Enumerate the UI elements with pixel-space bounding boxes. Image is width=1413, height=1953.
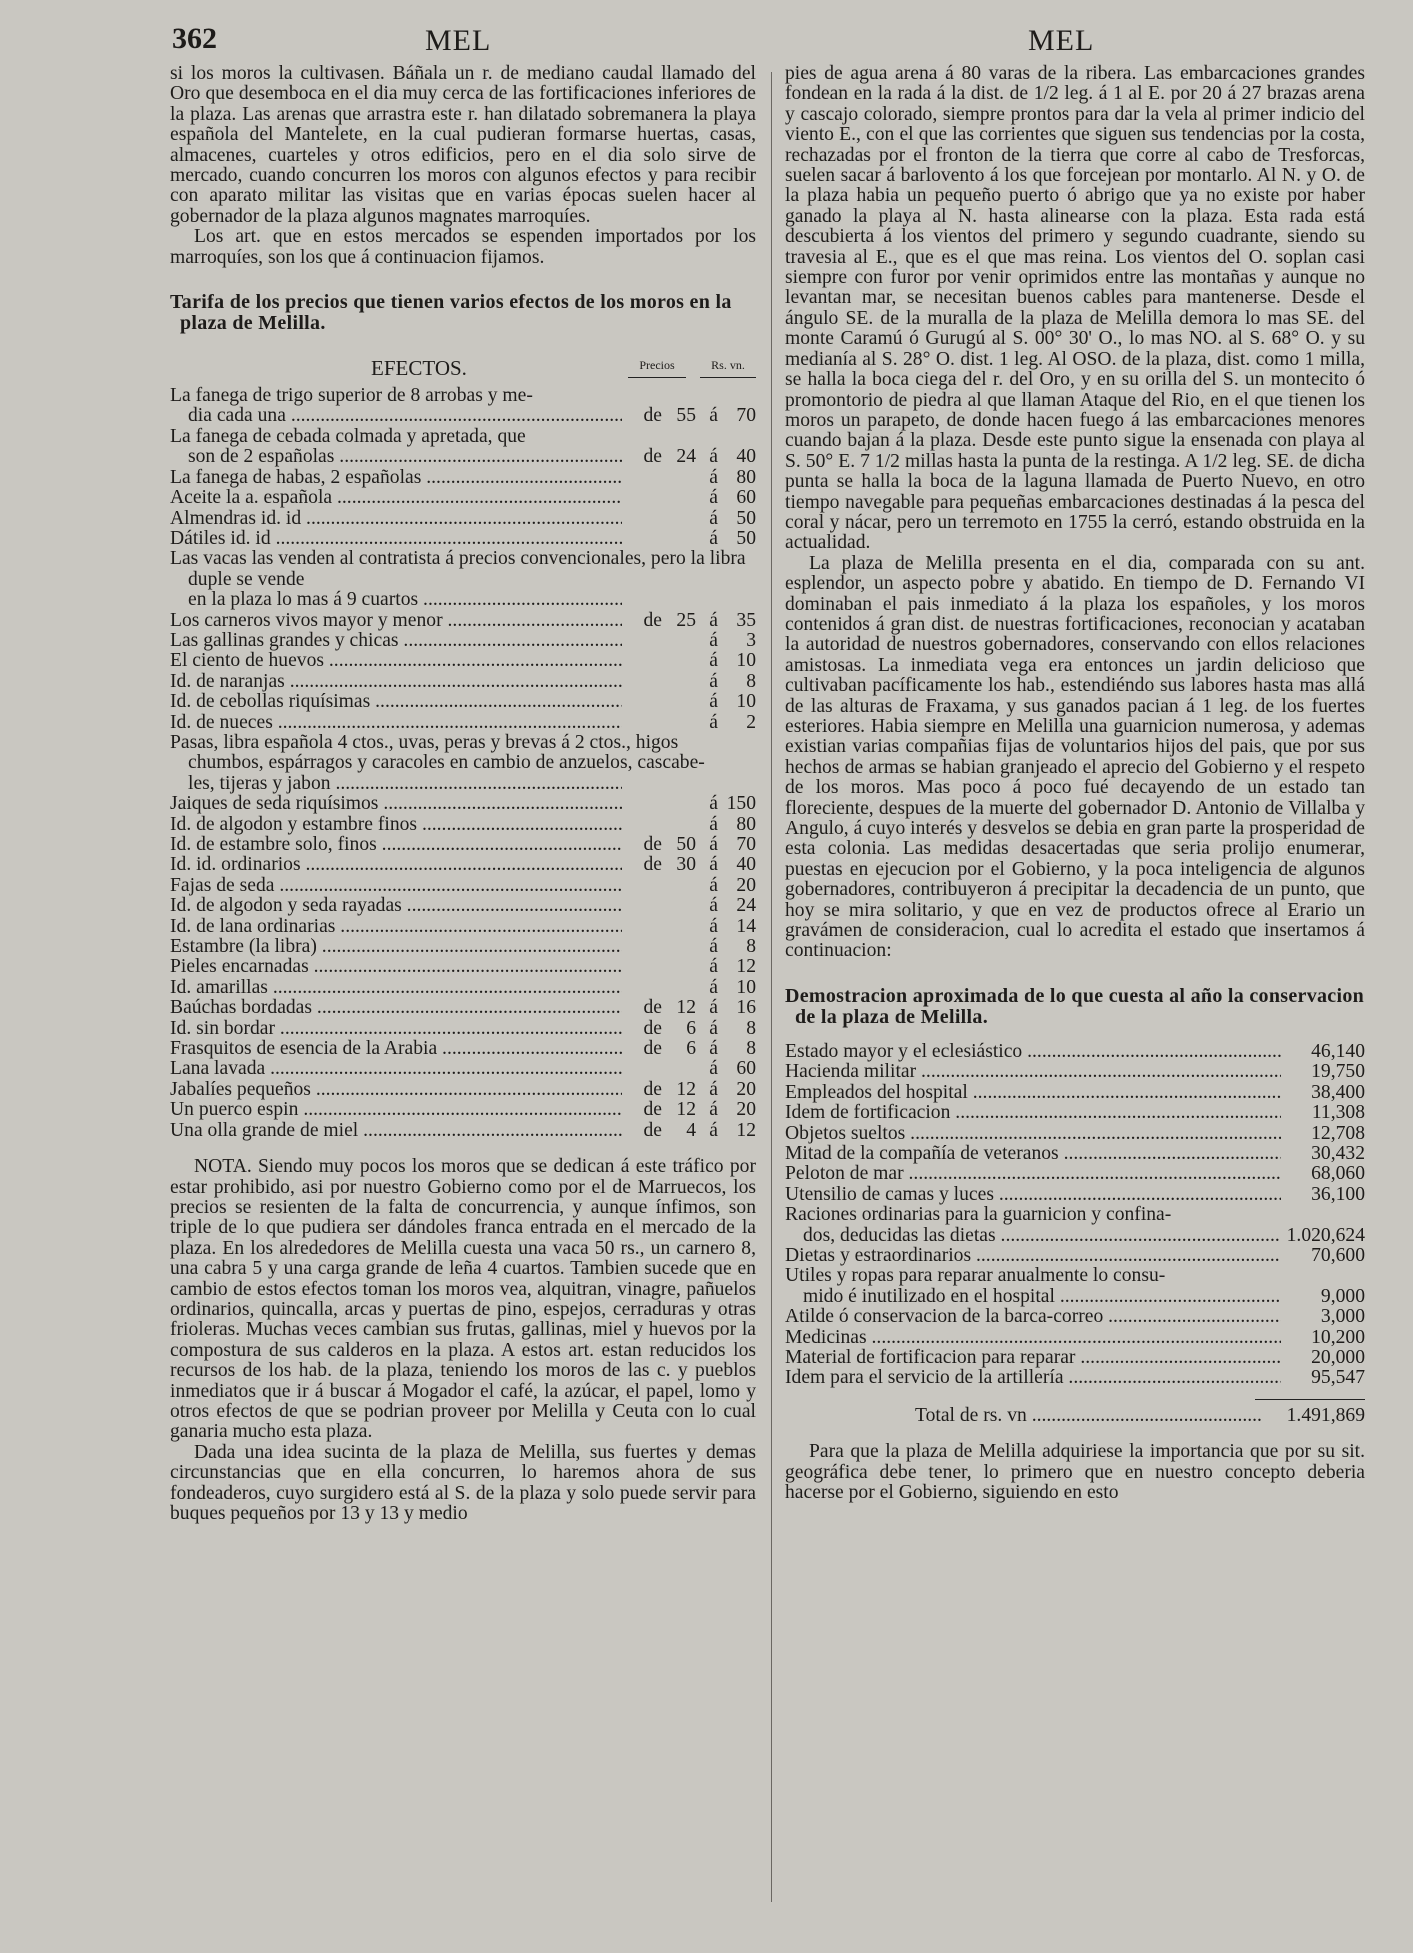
price-list xyxy=(170,386,756,1141)
price-from: 50 xyxy=(676,834,696,855)
left-column xyxy=(170,64,756,1524)
price-from: 55 xyxy=(676,405,696,427)
price-a: á xyxy=(709,915,718,937)
price-a: á xyxy=(709,1038,718,1060)
cost-item-value: 70,600 xyxy=(1311,1244,1365,1266)
price-to: 50 xyxy=(736,507,756,529)
price-de: de xyxy=(643,446,662,468)
right-paragraph-2: La plaza de Melilla presenta en el dia, comparada con su ant. esplendor, un aspecto pobre y abatido. En tiempo de D. Fernando VI dominaban el pais inmediato á la plaza los españoles, y los moros contenidos á gran dist. de nuestras fortificaciones, reconocian y acataban la autoridad de nuestros gobernadores, conservando con ellos relaciones amistosas. La inmediata vega era entonces un jardin delicioso que cultivaban pacíficamente los hab., estendiéndo sus labores hasta mas allá de las alturas de Fraxama, y sus ganados pacian á 1 leg. de los fuertes esteriores. Habia siempre en Melilla una guarnicion numerosa, y ademas existian varias compañias fijas de voluntarios hijos del pais, que por sus hechos de armas se habian granjeado el aprecio del Gobierno y el respeto de los moros. Mas poco á poco fué decayendo de un estado tan floreciente, despues de la muerte del gobernador D. Antonio de Villalba y Angulo, á cuyo interés y desvelos se debia en gran parte la prosperidad de esta colonia. Las medidas desacertadas que seria prolijo enumerar, puestas en ejecucion por el Gobierno, y la poca inteligencia de algunos gobernadores, contribuyeron á precipitar la decadencia de un punto, que hoy se mira solitario, y que en vez de productos ofrece al Erario un gravámen de consideracion, cual lo acredita el estado que insertamos á continuacion: xyxy=(785,552,1365,962)
cost-item-pre: Raciones ordinarias para la guarnicion y confina- xyxy=(785,1204,1172,1226)
cost-row xyxy=(785,1164,1365,1184)
price-to: 8 xyxy=(746,1017,756,1039)
price-a: á xyxy=(709,834,718,855)
price-row xyxy=(170,672,756,692)
price-table-header xyxy=(170,344,756,378)
price-item-label: Lana lavada ..... xyxy=(170,1059,622,1079)
price-to: 12 xyxy=(736,956,756,978)
price-to: 40 xyxy=(736,854,756,876)
price-from: 30 xyxy=(676,854,696,876)
rs-header: Rs. vn. xyxy=(700,355,756,378)
price-a: á xyxy=(709,629,718,651)
price-from: 12 xyxy=(676,997,696,1019)
cost-row xyxy=(785,1246,1365,1266)
cost-row xyxy=(785,1328,1365,1348)
price-a: á xyxy=(709,936,718,958)
cost-row xyxy=(785,1042,1365,1062)
cost-item-label: Utensilio de camas y luces ..... xyxy=(785,1185,1281,1205)
cost-row xyxy=(785,1185,1365,1205)
price-to: 20 xyxy=(736,874,756,896)
price-item-label: son de 2 españolas ..... xyxy=(188,447,622,467)
price-to: 10 xyxy=(736,691,756,713)
cost-row xyxy=(785,1307,1365,1327)
cost-row xyxy=(785,1124,1365,1144)
price-row xyxy=(170,611,756,631)
price-row xyxy=(170,896,756,916)
cost-item-value: 19,750 xyxy=(1311,1061,1365,1083)
price-row xyxy=(170,794,756,814)
cost-row xyxy=(785,1348,1365,1368)
price-to: 40 xyxy=(736,446,756,468)
price-item-label: Id. amarillas ..... xyxy=(170,978,622,998)
price-a: á xyxy=(709,956,718,978)
price-de: de xyxy=(643,1038,662,1060)
cost-item-label: Empleados del hospital ..... xyxy=(785,1083,1281,1103)
price-item-label: Fajas de seda ..... xyxy=(170,876,622,896)
cost-item-label: Atilde ó conservacion de la barca-correo ..... xyxy=(785,1307,1281,1327)
cost-item-label: Material de fortificacion para reparar ..... xyxy=(785,1348,1281,1368)
price-a: á xyxy=(709,1099,718,1121)
price-to: 8 xyxy=(746,936,756,958)
price-row xyxy=(170,937,756,957)
nota-paragraph: NOTA. Siendo muy pocos los moros que se dedican á este tráfico por estar prohibido, asi por nuestro Gobierno como por el de Marruecos, los precios se resienten de la falta de concurrencia, y aunque ínfimos, son triple de lo que pudiera ser dándoles franca entrada en el mercado de la plaza. En los alrededores de Melilla cuesta una vaca 50 rs., un carnero 8, una cabra 5 y una carga grande de leña 4 cuartos. Tambien sucede que en cambio de estos efectos toman los moros vea, alquitran, vinagre, pañuelos ordinarios, quincalla, arcas y puertas de pino, espejos, cerraduras y otras frioleras. Muchas veces cambian sus frutas, gallinas, miel y huevos por la compostura de sus calderos en la plaza. A estos art. estan reducidos los recursos de los hab. de la plaza, teniendo los moros de las c. y pueblos inmediatos que ir á buscar á Mogador el café, la azúcar, el papel, lomo y otros efectos de que se podrian proveer por Melilla y Ceuta con lo cual ganaria mucho esta plaza. xyxy=(170,1156,756,1443)
cost-item-label: Idem para el servicio de la artillería ..... xyxy=(785,1368,1281,1388)
price-item-label: Id. de lana ordinarias ..... xyxy=(170,917,622,937)
price-to: 24 xyxy=(736,895,756,917)
price-to: 10 xyxy=(736,976,756,998)
price-item-label: Id. de algodon y seda rayadas ..... xyxy=(170,896,622,916)
price-from: 6 xyxy=(686,1038,696,1060)
price-a: á xyxy=(709,854,718,876)
price-de: de xyxy=(643,1099,662,1121)
price-from: 24 xyxy=(676,446,696,468)
price-row xyxy=(170,1100,756,1120)
price-a: á xyxy=(709,670,718,692)
price-row xyxy=(170,1121,756,1141)
price-de: de xyxy=(643,405,662,427)
price-a: á xyxy=(709,997,718,1019)
price-row xyxy=(170,406,756,426)
price-item-pre: Pasas, libra española 4 ctos., uvas, peras y brevas á 2 ctos., higos chumbos, espárragos y caracoles en cambio de anzuelos, cascabe- xyxy=(170,731,705,774)
price-item-label: Los carneros vivos mayor y menor ..... xyxy=(170,611,622,631)
price-row xyxy=(170,917,756,937)
cost-row xyxy=(785,1368,1365,1388)
price-item-label: Estambre (la libra) ..... xyxy=(170,937,622,957)
cost-item-value: 95,547 xyxy=(1311,1367,1365,1389)
price-from: 25 xyxy=(676,609,696,631)
left-paragraph-2: Los art. que en estos mercados se espenden importados por los marroquíes, son los que á continuacion fijamos. xyxy=(170,226,756,268)
price-de: de xyxy=(643,1017,662,1039)
right-last-paragraph: Para que la plaza de Melilla adquiriese la importancia que por su sit. geográfica debe tener, lo primero que en nuestro concepto deberia hacerse por el Gobierno, siguiendo en esto xyxy=(785,1441,1365,1503)
price-item-label: Jabalíes pequeños ..... xyxy=(170,1080,622,1100)
price-row xyxy=(170,1059,756,1079)
price-to: 16 xyxy=(736,997,756,1019)
price-row xyxy=(170,815,756,835)
price-de: de xyxy=(643,1078,662,1100)
price-a: á xyxy=(709,466,718,488)
page-number: 362 xyxy=(172,22,217,55)
price-item-label: El ciento de huevos ..... xyxy=(170,651,622,671)
price-item-label: Frasquitos de esencia de la Arabia ..... xyxy=(170,1039,622,1059)
price-item-label: Las gallinas grandes y chicas ..... xyxy=(170,631,622,651)
running-head-left: MEL xyxy=(425,24,492,57)
cost-item-label: Mitad de la compañía de veteranos ..... xyxy=(785,1144,1281,1164)
price-de: de xyxy=(643,834,662,855)
cost-item-label: Objetos sueltos ..... xyxy=(785,1124,1281,1144)
price-to: 70 xyxy=(736,834,756,855)
price-from: 12 xyxy=(676,1078,696,1100)
price-item-label: Id. id. ordinarios ..... xyxy=(170,855,622,875)
price-de: de xyxy=(643,854,662,876)
price-item-label: Id. de naranjas ..... xyxy=(170,672,622,692)
price-de: de xyxy=(643,997,662,1019)
price-item-label: en la plaza lo mas á 9 cuartos ..... xyxy=(188,590,622,610)
column-rule xyxy=(771,72,772,1902)
price-a: á xyxy=(709,793,718,815)
price-to: 3 xyxy=(746,629,756,651)
right-column xyxy=(785,64,1365,1503)
price-a: á xyxy=(709,895,718,917)
price-row xyxy=(170,876,756,896)
cost-item-value: 9,000 xyxy=(1320,1285,1365,1307)
price-row xyxy=(170,468,756,488)
price-to: 8 xyxy=(746,1038,756,1060)
total-value: 1.491,869 xyxy=(1286,1404,1365,1426)
price-a: á xyxy=(709,507,718,529)
cost-item-label: Estado mayor y el eclesiástico ..... xyxy=(785,1042,1281,1062)
price-item-label: Id. de estambre solo, finos ..... xyxy=(170,835,622,855)
cost-row xyxy=(785,1144,1365,1164)
price-item-label: Una olla grande de miel ..... xyxy=(170,1121,622,1141)
price-item-label: La fanega de habas, 2 españolas ..... xyxy=(170,468,622,488)
price-item-label: Id. de cebollas riquísimas ..... xyxy=(170,692,622,712)
cost-row xyxy=(785,1083,1365,1103)
price-row xyxy=(170,509,756,529)
price-to: 12 xyxy=(736,1119,756,1141)
tarifa-title: Tarifa de los precios que tienen varios efectos de los moros en la plaza de Melilla. xyxy=(170,291,732,335)
price-row xyxy=(170,713,756,733)
price-a: á xyxy=(709,1078,718,1100)
price-row xyxy=(170,957,756,977)
price-row xyxy=(170,998,756,1018)
price-to: 8 xyxy=(746,670,756,692)
price-item-label: Almendras id. id ..... xyxy=(170,509,622,529)
price-item-label: Un puerco espin ..... xyxy=(170,1100,622,1120)
price-from: 12 xyxy=(676,1099,696,1121)
price-row xyxy=(170,488,756,508)
price-item-label: Jaiques de seda riquísimos ..... xyxy=(170,794,622,814)
price-to: 70 xyxy=(736,405,756,427)
price-row xyxy=(170,651,756,671)
price-row xyxy=(170,1080,756,1100)
price-from: 6 xyxy=(686,1017,696,1039)
price-a: á xyxy=(709,1119,718,1141)
cost-item-label: Peloton de mar ..... xyxy=(785,1164,1281,1184)
price-to: 60 xyxy=(736,1058,756,1080)
price-item-label: Aceite la a. española ..... xyxy=(170,488,622,508)
price-to: 50 xyxy=(736,527,756,549)
price-row xyxy=(170,1039,756,1059)
price-to: 20 xyxy=(736,1099,756,1121)
price-row xyxy=(170,590,756,610)
price-a: á xyxy=(709,874,718,896)
right-paragraph-1: pies de agua arena á 80 varas de la ribera. Las embarcaciones grandes fondean en la rada á la dist. de 1/2 leg. á 1 al E. por 20 á 27 brazas arena y cascajo colorado, siempre prontos para dar la vela al primer indicio del viento E., con el que las corrientes que siguen sus tendencias por la costa, rechazadas por el fronton de la tierra que corre al cabo de Tresforcas, suelen sacar á barlovento á los que forcejean por montarlo. Al N. y O. de la plaza habia un pequeño puerto ó abrigo que ya no existe por haber ganado la playa al N. hasta alinearse con la plaza. Esta rada está descubierta á los vientos del primero y segundo cuadrante, siendo su travesia al E., que es el que mas reina. Los vientos del O. soplan casi siempre con furor por venir oprimidos entre las montañas y aunque no levantan mar, se necesitan buenos cables para mantenerse. Desde el ángulo SE. de la muralla de la plaza de Melilla demora lo mas SE. del monte Caramú ó Gurugú al S. 00° 30' O., lo mas NO. al S. 68° O. y su medianía al S. 28° O. dist. 1 leg. Al OSO. de la plaza, dist. como 1 milla, se halla la boca ciega del r. del Oro, y en su orilla del S. un montecito ó promontorio de piedra al que llaman Ataque del Rio, en el que tienen los moros un parapeto, de donde hacen fuego á las embarcaciones menores cuando bajan á la plaza. Desde este punto sigue la ensenada con playa al S. 50° E. 7 1/2 millas hasta la punta de la restinga. A 1/2 leg. SE. de dicha punta se halla la boca de la laguna llamada de Puerto Nuevo, en otro tiempo navegable para pequeñas embarcaciones destinadas á la pesca del coral y nácar, pero un terremoto en 1755 la cerró, estando obstruida en la actualidad. xyxy=(785,63,1365,554)
price-item-pre: Las vacas las venden al contratista á precios convencionales, pero la libra duple se vende xyxy=(170,548,746,590)
price-to: 35 xyxy=(736,609,756,631)
cost-item-value: 46,140 xyxy=(1311,1040,1365,1062)
price-de: de xyxy=(643,609,662,631)
price-a: á xyxy=(709,1058,718,1080)
price-item-pre: La fanega de cebada colmada y apretada, que xyxy=(170,425,526,447)
cost-row xyxy=(785,1226,1365,1246)
cost-list xyxy=(785,1042,1365,1389)
cost-item-value: 30,432 xyxy=(1311,1142,1365,1164)
left-paragraph-1: si los moros la cultivasen. Báñala un r. de mediano caudal llamado del Oro que desemboca en el dia muy cerca de las fortificaciones inferiores de la plaza. Las arenas que arrastra este r. han dilatado sobremanera la playa española del Mantelete, en la cual pudieran formarse huertas, casas, almacenes, cuarteles y otros edificios, pero en el dia solo sirve de mercado, cuando concurren los moros con algunos efectos y para recibir con aparato militar las visitas que en varias épocas suelen hacer al gobernador de la plaza algunos magnates marroquíes. xyxy=(170,63,756,227)
price-row xyxy=(170,447,756,467)
demostracion-title: Demostracion aproximada de lo que cuesta al año la conservacion de la plaza de Melilla. xyxy=(785,984,1365,1028)
price-a: á xyxy=(709,691,718,713)
price-to: 10 xyxy=(736,650,756,672)
price-to: 14 xyxy=(736,915,756,937)
cost-item-value: 36,100 xyxy=(1311,1183,1365,1205)
cost-row xyxy=(785,1287,1365,1307)
price-a: á xyxy=(709,976,718,998)
price-a: á xyxy=(709,446,718,468)
price-a: á xyxy=(709,487,718,509)
price-item-label: Id. sin bordar ..... xyxy=(170,1019,622,1039)
cost-item-label: Medicinas ..... xyxy=(785,1328,1281,1348)
cost-item-label: mido é inutilizado en el hospital ..... xyxy=(803,1287,1281,1307)
total-rule xyxy=(785,1399,1365,1400)
price-to: 80 xyxy=(736,466,756,488)
cost-item-value: 10,200 xyxy=(1311,1326,1365,1348)
price-a: á xyxy=(709,711,718,733)
price-a: á xyxy=(709,405,718,427)
price-item-label: les, tijeras y jabon ..... xyxy=(188,774,622,794)
price-row xyxy=(170,529,756,549)
total-row xyxy=(785,1406,1365,1426)
price-a: á xyxy=(709,609,718,631)
cost-item-pre: Utiles y ropas para reparar anualmente lo consu- xyxy=(785,1265,1166,1287)
price-row xyxy=(170,855,756,875)
price-to: 20 xyxy=(736,1078,756,1100)
cost-item-label: Idem de fortificacion ..... xyxy=(785,1103,1281,1123)
cost-item-value: 3,000 xyxy=(1320,1306,1365,1328)
price-item-pre: La fanega de trigo superior de 8 arrobas y me- xyxy=(170,385,533,407)
price-item-label: dia cada una ..... xyxy=(188,406,622,426)
price-to: 150 xyxy=(726,793,756,815)
price-row xyxy=(170,631,756,651)
price-de: de xyxy=(643,1119,662,1141)
cost-item-value: 1.020,624 xyxy=(1286,1224,1365,1246)
cost-item-label: dos, deducidas las dietas ..... xyxy=(803,1226,1281,1246)
price-to: 60 xyxy=(736,487,756,509)
price-item-label: Dátiles id. id ..... xyxy=(170,529,622,549)
cost-item-value: 38,400 xyxy=(1311,1081,1365,1103)
price-row xyxy=(170,1019,756,1039)
price-a: á xyxy=(709,1017,718,1039)
cost-row xyxy=(785,1062,1365,1082)
cost-row xyxy=(785,1103,1365,1123)
cost-item-value: 68,060 xyxy=(1311,1163,1365,1185)
cost-item-label: Dietas y estraordinarios ..... xyxy=(785,1246,1281,1266)
price-row xyxy=(170,774,756,794)
cost-item-label: Hacienda militar ..... xyxy=(785,1062,1281,1082)
price-item-label: Baúchas bordadas ..... xyxy=(170,998,622,1018)
total-label: Total de rs. vn xyxy=(915,1405,1027,1426)
precios-header: Precios xyxy=(628,355,686,378)
efectos-header: EFECTOS. xyxy=(371,355,467,380)
price-to: 2 xyxy=(746,711,756,733)
price-row xyxy=(170,692,756,712)
cost-item-value: 11,308 xyxy=(1311,1102,1365,1124)
price-a: á xyxy=(709,527,718,549)
price-a: á xyxy=(709,813,718,835)
price-row xyxy=(170,978,756,998)
price-row xyxy=(170,835,756,855)
price-item-label: Id. de algodon y estambre finos ..... xyxy=(170,815,622,835)
price-to: 80 xyxy=(736,813,756,835)
running-head-right: MEL xyxy=(1028,24,1095,57)
price-item-label: Pieles encarnadas ..... xyxy=(170,957,622,977)
cost-item-value: 12,708 xyxy=(1311,1122,1365,1144)
cost-item-value: 20,000 xyxy=(1311,1346,1365,1368)
left-last-paragraph: Dada una idea sucinta de la plaza de Melilla, sus fuertes y demas circunstancias que en ella concurren, lo haremos ahora de sus fondeaderos, cuyo surgidero está al S. de la plaza y solo puede servir para buques pequeños por 13 y 13 y medio xyxy=(170,1441,756,1524)
price-from: 4 xyxy=(686,1119,696,1141)
price-item-label: Id. de nueces ..... xyxy=(170,713,622,733)
price-a: á xyxy=(709,650,718,672)
